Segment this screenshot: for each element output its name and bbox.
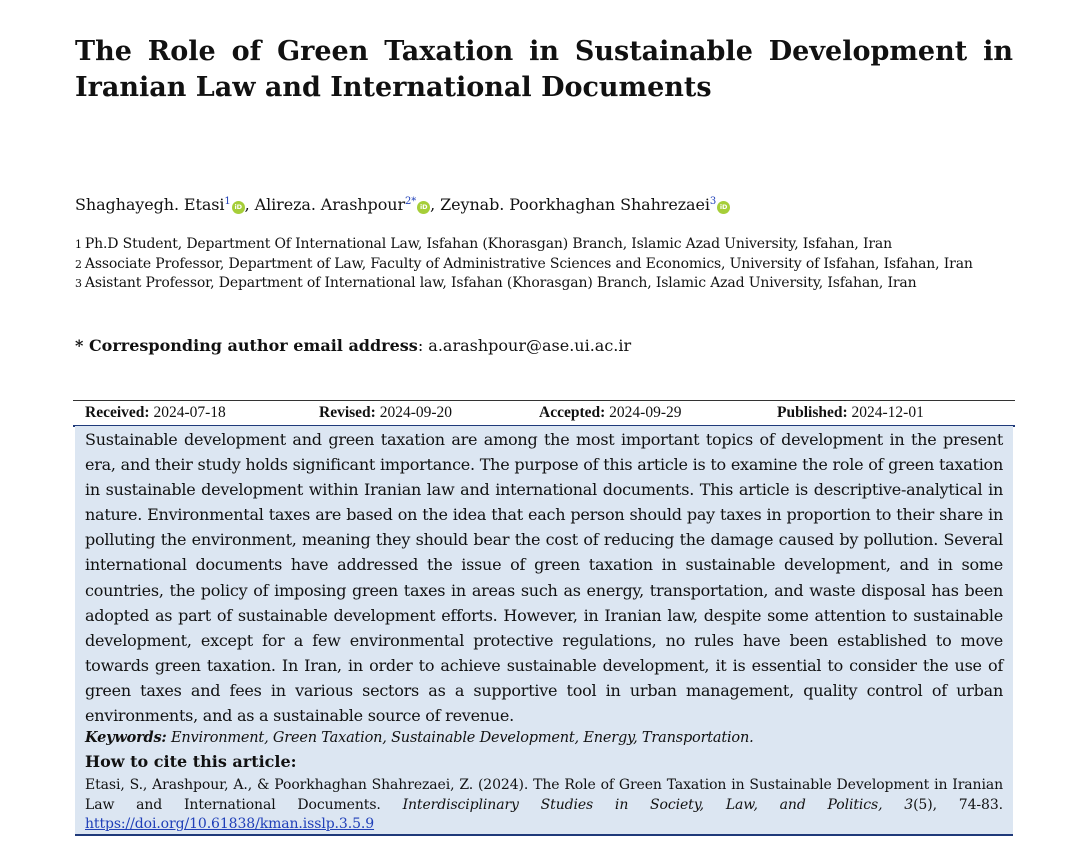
citation-text	[85, 776, 1003, 835]
affiliation-text: Associate Professor, Department of Law, Faculty of Administrative Sciences and Economics, University of Isfahan, Isfahan, Iran	[84, 255, 973, 272]
affiliation-number: 2	[75, 257, 82, 271]
accepted-label: Accepted:	[539, 404, 606, 421]
affiliation-item	[75, 255, 973, 275]
author-affiliation-mark: 2*	[405, 196, 417, 207]
received-date	[85, 404, 226, 422]
accepted-value: 2024-09-29	[609, 404, 682, 421]
received-value: 2024-07-18	[153, 404, 226, 421]
affiliation-number: 1	[75, 238, 82, 251]
citation-issue-pages: (5), 74-83.	[913, 796, 1003, 813]
keywords-text: Environment, Green Taxation, Sustainable Development, Energy, Transportation.	[171, 730, 754, 746]
affiliation-list	[75, 235, 973, 294]
author-affiliation-mark: 3	[709, 196, 717, 207]
keywords-label: Keywords:	[85, 729, 167, 746]
corresponding-label: * Corresponding author email address	[75, 336, 418, 355]
orcid-icon[interactable]: iD	[232, 201, 245, 214]
author-name: Alireza. Arashpour	[254, 195, 405, 214]
accepted-date	[539, 404, 681, 422]
keywords	[85, 728, 1003, 748]
revised-label: Revised:	[319, 404, 376, 421]
orcid-icon[interactable]: iD	[417, 201, 430, 214]
affiliation-item	[75, 274, 973, 294]
abstract-text: Sustainable development and green taxation are among the most important topics of development in the present era, and their study holds significant importance. The purpose of this article is to examine the role of green taxation in sustainable development within Iranian law and international documents. This article is descriptive-analytical in nature. Environmental taxes are based on the idea that each person should pay taxes in proportion to their share in polluting the environment, meaning they should bear the cost of reducing the damage caused by pollution. Several international documents have addressed the issue of green taxation in sustainable development, and in some countries, the policy of imposing green taxes in areas such as energy, transportation, and waste disposal has been adopted as part of sustainable development efforts. However, in Iranian law, despite some attention to sustainable development, except for a few environmental protective regulations, no rules have been established to move towards green taxation. In Iran, in order to achieve sustainable development, it is essential to consider the use of green taxes and fees in various sectors as a supportive tool in urban management, quality control of urban environments, and as a sustainable source of revenue.	[85, 430, 1003, 726]
revised-date	[319, 404, 452, 422]
published-value: 2024-12-01	[851, 404, 924, 421]
published-date	[777, 404, 924, 422]
doi-link[interactable]: https://doi.org/10.61838/kman.isslp.3.5.9	[85, 816, 375, 833]
author-name: Shaghayegh. Etasi	[75, 195, 225, 214]
author-name: Zeynab. Poorkhaghan Shahrezaei	[440, 195, 710, 214]
abstract-box	[75, 426, 1013, 836]
article-title: The Role of Green Taxation in Sustainable Development in Iranian Law and International Documents	[75, 36, 1013, 103]
corresponding-email[interactable]: a.arashpour@ase.ui.ac.ir	[428, 336, 632, 355]
orcid-icon[interactable]: iD	[717, 201, 730, 214]
affiliation-text: Asistant Professor, Department of International law, Isfahan (Khorasgan) Branch, Islamic Azad University, Isfahan, Iran	[84, 275, 917, 291]
received-label: Received:	[85, 404, 150, 421]
published-label: Published:	[777, 404, 848, 421]
citation-authors-title: Etasi, S., Arashpour, A., & Poorkhaghan Shahrezaei, Z. (2024). The Role of Green Taxation in Sustainable Development in Iranian Law and International Documents.	[85, 777, 1003, 813]
author-affiliation-mark: 1	[224, 196, 231, 207]
affiliation-number: 3	[75, 277, 82, 290]
corresponding-author: * Corresponding author email address: a.arashpour@ase.ui.ac.ir	[75, 336, 632, 355]
citation-volume: 3	[904, 796, 914, 813]
revised-value: 2024-09-20	[379, 404, 453, 421]
article-dates-bar	[73, 400, 1015, 427]
author-list: Shaghayegh. Etasi$^1$ iD , Alireza. Arashpour$^{2*}$ iD , Zeynab. Poorkhaghan Shahrezaei$^3$ iD	[75, 190, 730, 217]
citation-heading: How to cite this article:	[85, 752, 297, 771]
affiliation-text: Ph.D Student, Department Of International Law, Isfahan (Khorasgan) Branch, Islamic Azad University, Isfahan, Iran	[84, 236, 892, 252]
affiliation-item	[75, 235, 973, 255]
citation-journal: Interdisciplinary Studies in Society, Law, and Politics,	[402, 796, 883, 813]
